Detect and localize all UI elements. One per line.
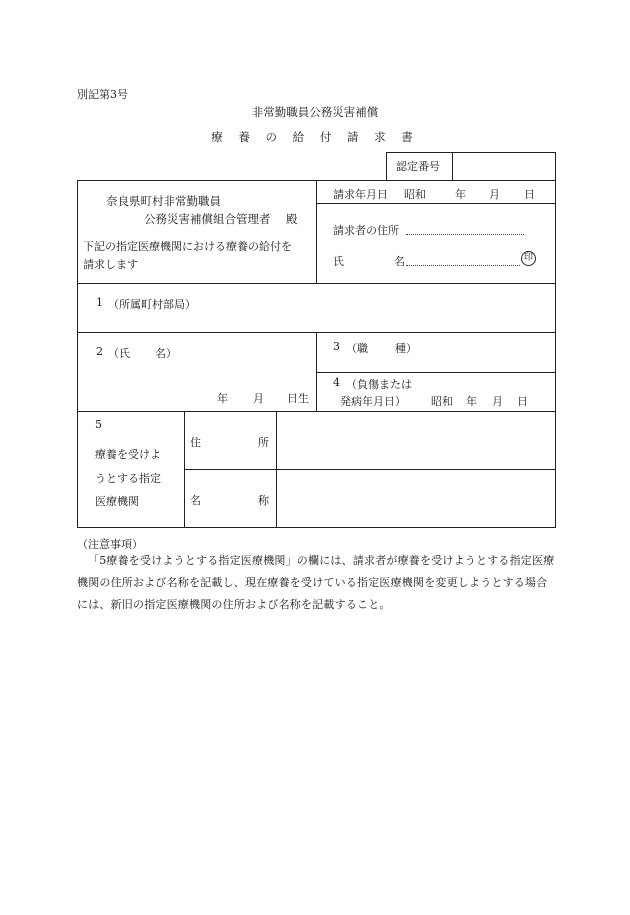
item5-name-label-1: 名 bbox=[190, 494, 201, 507]
item4-number: 4 bbox=[333, 376, 340, 389]
claim-date-era: 昭和 bbox=[404, 188, 426, 201]
item1-number: 1 bbox=[96, 296, 103, 309]
request-text-line2: 請求します bbox=[83, 258, 138, 271]
item4-day: 日 bbox=[517, 395, 528, 408]
item4-label-line2: 発病年月日） bbox=[340, 395, 406, 408]
claim-date-label: 請求年月日 bbox=[333, 188, 388, 201]
item3-label-close: 種） bbox=[395, 342, 417, 355]
item4-label-line1: （負傷または bbox=[346, 378, 412, 391]
item5-label-line1: 療養を受けよ bbox=[95, 448, 161, 461]
item5-address-label-2: 所 bbox=[258, 436, 269, 449]
claimant-address-field[interactable] bbox=[406, 234, 524, 235]
approval-number-field[interactable] bbox=[460, 158, 550, 174]
item2-birth-month: 月 bbox=[253, 392, 264, 405]
addressee-honorific: 殿 bbox=[286, 212, 298, 226]
form-title-line2: 療 養 の 給 付 請 求 書 bbox=[211, 130, 419, 144]
notes-body: 「5療養を受けようとする指定医療機関」の欄には、請求者が療養を受けようとする指定医療機関の住所および名称を記載し、現在療養を受けている指定医療機関を変更しようとする場合には、新旧の指定医療機関の住所および名称を記載すること。 bbox=[77, 554, 555, 611]
request-text-line1: 下記の指定医療機関における療養の給付を bbox=[83, 240, 292, 253]
approval-number-label: 認定番号 bbox=[396, 160, 440, 173]
item2-label-close: 名） bbox=[155, 347, 177, 360]
item5-label-line3: 医療機関 bbox=[95, 495, 139, 508]
item2-number: 2 bbox=[96, 345, 103, 358]
item2-birth-day: 日生 bbox=[287, 392, 309, 405]
form-title-line1: 非常勤職員公務災害補償 bbox=[251, 105, 379, 119]
addressee-line2: 公務災害補償組合管理者 bbox=[144, 212, 271, 226]
item5-number: 5 bbox=[95, 418, 102, 431]
claim-date-day: 日 bbox=[524, 188, 535, 201]
item3-label-open: （職 bbox=[346, 342, 368, 355]
form-number: 別記第3号 bbox=[77, 88, 128, 101]
item4-month: 月 bbox=[492, 395, 503, 408]
claimant-name-label-1: 氏 bbox=[333, 255, 344, 268]
notes-heading: （注意事項） bbox=[77, 538, 143, 551]
addressee-line1: 奈良県町村非常勤職員 bbox=[106, 194, 221, 208]
claim-date-year: 年 bbox=[455, 188, 466, 201]
item4-era: 昭和 bbox=[431, 395, 453, 408]
item5-address-label-1: 住 bbox=[190, 436, 201, 449]
claim-date-month: 月 bbox=[489, 188, 500, 201]
claimant-name-field[interactable] bbox=[406, 265, 520, 266]
item3-number: 3 bbox=[333, 340, 340, 353]
item5-name-label-2: 称 bbox=[258, 494, 269, 507]
item2-label-open: （氏 bbox=[108, 347, 130, 360]
claimant-name-label-2: 名 bbox=[394, 255, 405, 268]
item1-label: （所属町村部局） bbox=[108, 298, 196, 311]
claimant-address-label: 請求者の住所 bbox=[333, 224, 399, 237]
item4-year: 年 bbox=[466, 395, 477, 408]
item2-birth-year: 年 bbox=[217, 392, 228, 405]
seal-mark: 印 bbox=[521, 251, 536, 266]
item5-label-line2: うとする指定 bbox=[95, 472, 161, 485]
